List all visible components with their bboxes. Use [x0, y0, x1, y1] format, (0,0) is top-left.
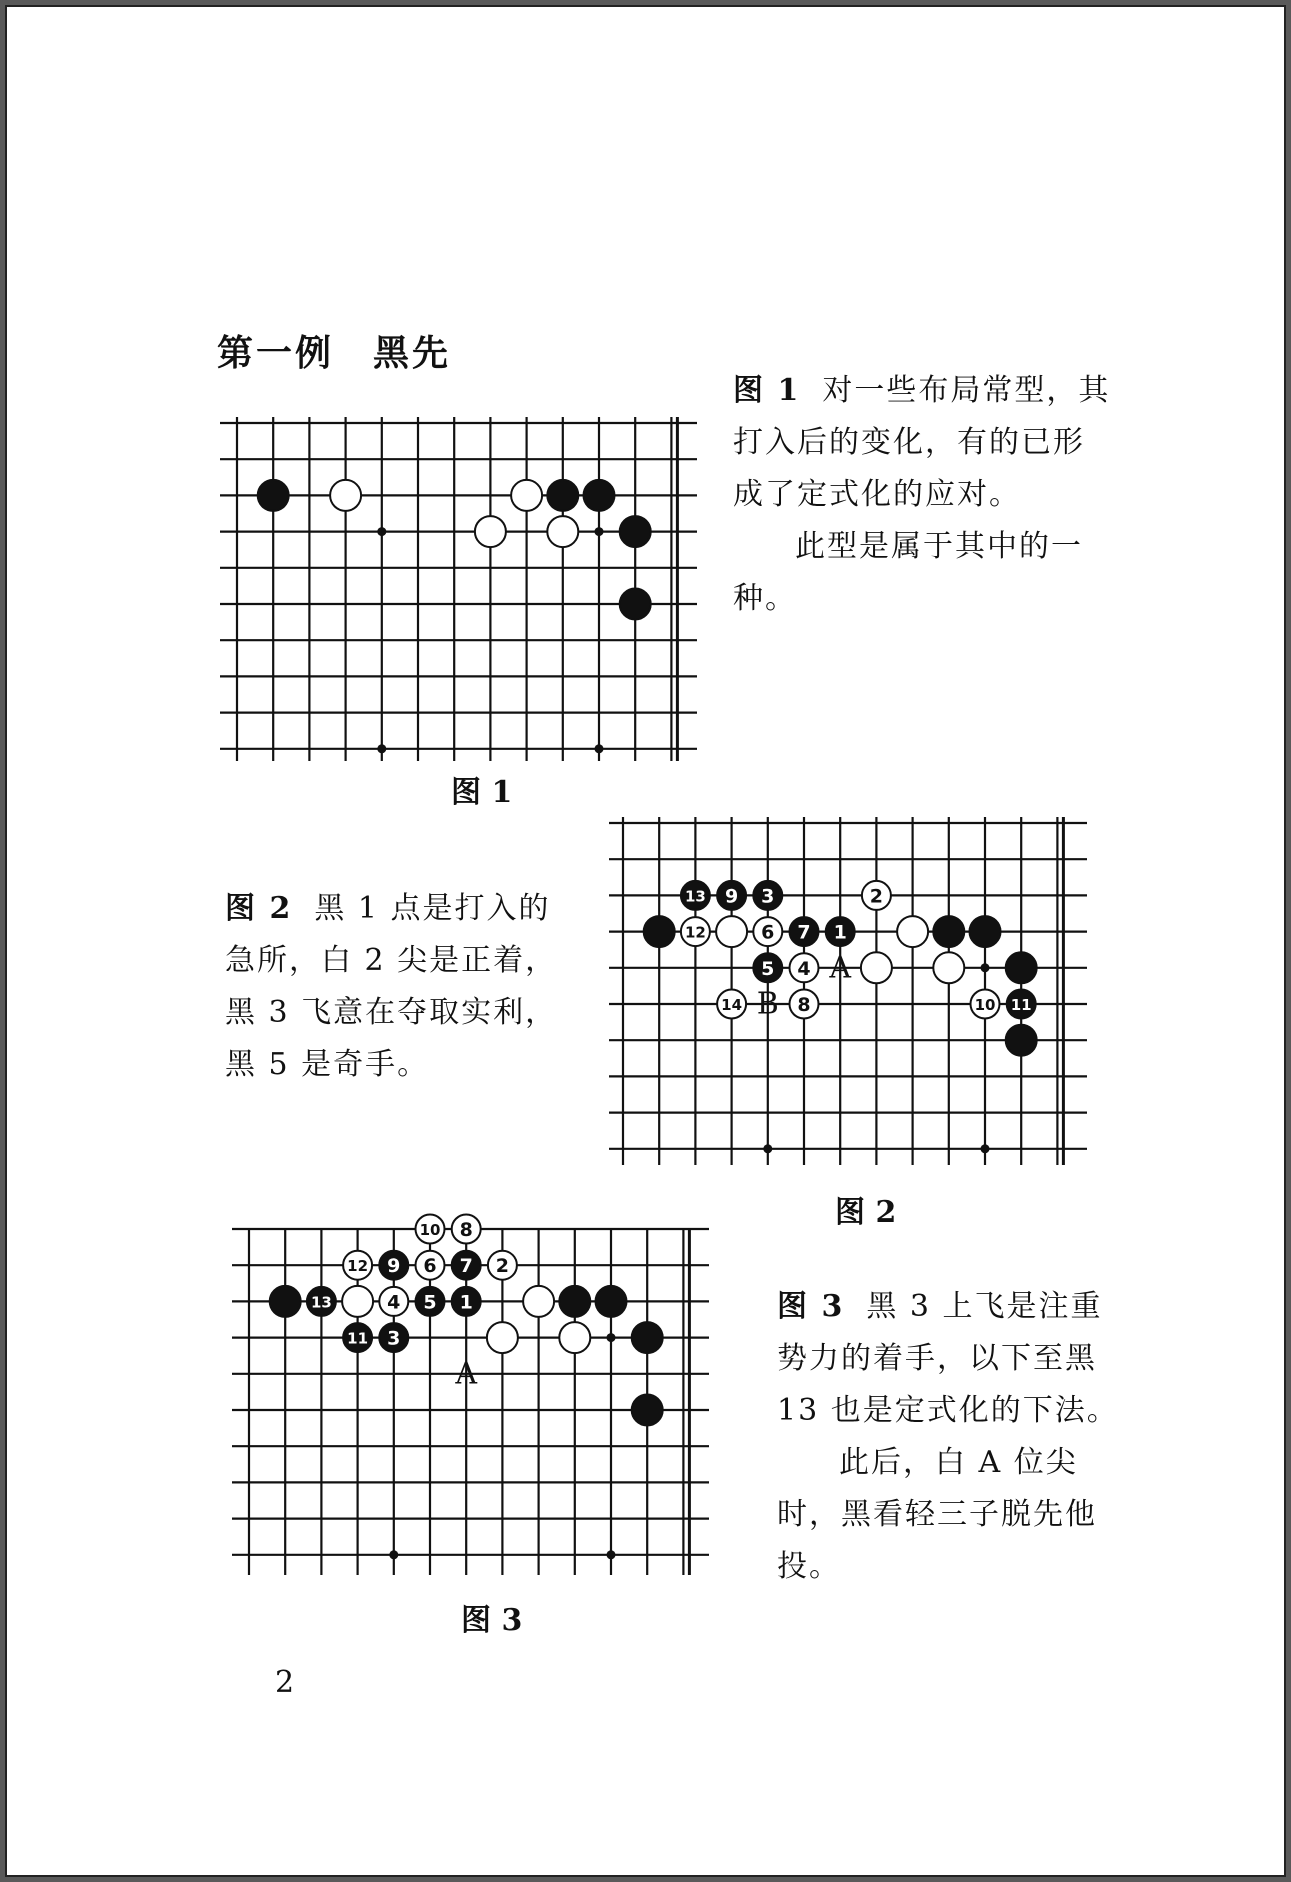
move-number: 9 [724, 885, 739, 908]
star-point [607, 1333, 616, 1342]
white-stone [933, 952, 964, 983]
black-stone [1006, 952, 1037, 983]
figure-2-caption: 图 2 [835, 1195, 897, 1230]
go-board-figure-3 [229, 1219, 729, 1579]
black-stone [620, 589, 651, 620]
figure-3-caption: 图 3 [461, 1603, 523, 1638]
move-number: 9 [387, 1255, 401, 1278]
move-number: 6 [761, 921, 775, 944]
move-number: 8 [797, 994, 811, 1016]
star-point [377, 744, 386, 753]
move-number: 11 [347, 1329, 369, 1348]
figure-1-paragraph-1: 对一些布局常型，其打入后的变化，有的已形成了定式化的应对。 [733, 373, 1111, 512]
white-stone [342, 1286, 373, 1317]
white-stone [475, 516, 506, 547]
white-stone [897, 916, 928, 947]
move-number: 1 [459, 1291, 473, 1314]
figure-1-label: 图 1 [733, 373, 801, 408]
figure-3-text [777, 1281, 1127, 1593]
black-stone [559, 1286, 590, 1317]
book-page [5, 5, 1286, 1877]
black-stone [644, 916, 675, 947]
star-point [377, 527, 386, 536]
white-stone [511, 480, 542, 511]
black-stone [258, 480, 289, 511]
move-number: 4 [797, 957, 811, 980]
black-stone [547, 480, 578, 511]
move-number: 4 [387, 1291, 401, 1314]
go-board-figure-2 [603, 817, 1103, 1173]
figure-2-label: 图 2 [225, 891, 293, 926]
black-stone [270, 1286, 301, 1317]
move-number: 2 [869, 885, 884, 908]
star-point [595, 744, 604, 753]
figure-1-caption: 图 1 [451, 775, 513, 810]
move-number: 2 [495, 1255, 510, 1278]
move-number: 12 [347, 1257, 369, 1276]
board-marker-letter: A [455, 1356, 478, 1392]
move-number: 1 [833, 921, 847, 944]
move-number: 6 [423, 1255, 437, 1278]
star-point [763, 1144, 772, 1153]
star-point [595, 527, 604, 536]
page-number: 2 [275, 1665, 295, 1700]
move-number: 8 [459, 1219, 473, 1241]
white-stone [487, 1322, 518, 1353]
white-stone [861, 952, 892, 983]
move-number: 3 [761, 885, 775, 908]
move-number: 3 [387, 1327, 401, 1350]
figure-3-paragraph-2: 此后，白 A 位尖时，黑看轻三子脱先他投。 [777, 1445, 1097, 1584]
move-number: 7 [797, 921, 811, 944]
white-stone [716, 916, 747, 947]
black-stone [596, 1286, 627, 1317]
problem-heading: 第一例 黑先 [217, 332, 452, 374]
board-marker-letter: B [756, 986, 779, 1022]
move-number: 10 [974, 996, 996, 1014]
move-number: 14 [721, 996, 743, 1014]
black-stone [620, 516, 651, 547]
white-stone [559, 1322, 590, 1353]
figure-3-paragraph-1: 黑 3 上飞是注重势力的着手，以下至黑 13 也是定式化的下法。 [777, 1289, 1119, 1428]
white-stone [523, 1286, 554, 1317]
move-number: 5 [423, 1291, 437, 1314]
figure-2-text [225, 883, 575, 1091]
move-number: 10 [419, 1221, 441, 1239]
star-point [981, 1144, 990, 1153]
move-number: 5 [761, 957, 775, 980]
black-stone [632, 1322, 663, 1353]
black-stone [584, 480, 615, 511]
move-number: 11 [1010, 996, 1032, 1014]
white-stone [330, 480, 361, 511]
move-number: 7 [459, 1255, 473, 1278]
black-stone [933, 916, 964, 947]
board-marker-letter: A [829, 950, 852, 986]
move-number: 12 [684, 923, 706, 942]
star-point [981, 963, 990, 972]
black-stone [970, 916, 1001, 947]
figure-2-paragraph-1: 黑 1 点是打入的急所，白 2 尖是正着，黑 3 飞意在夺取实利，黑 5 是奇手。 [225, 891, 558, 1082]
go-board-figure-1 [217, 417, 717, 767]
star-point [607, 1550, 616, 1559]
black-stone [632, 1395, 663, 1426]
move-number: 13 [310, 1293, 332, 1312]
figure-3-label: 图 3 [777, 1289, 845, 1324]
black-stone [1006, 1025, 1037, 1056]
move-number: 13 [684, 887, 706, 906]
figure-1-paragraph-2: 此型是属于其中的一种。 [733, 529, 1083, 616]
white-stone [547, 516, 578, 547]
star-point [389, 1550, 398, 1559]
figure-1-text [733, 365, 1113, 625]
